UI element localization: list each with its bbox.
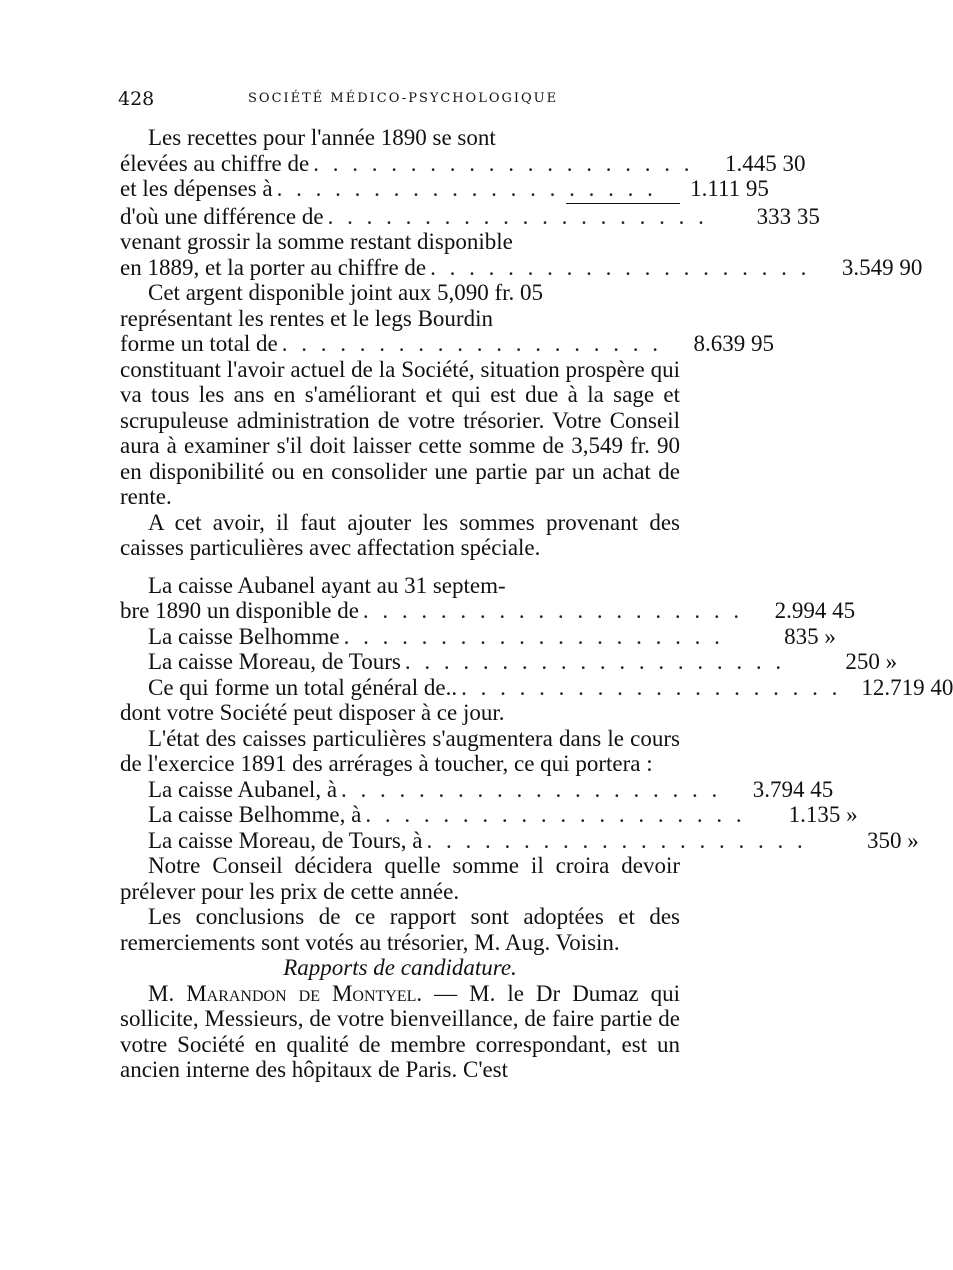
leader-dots: . . . . . . . . . . . . . . . . . . . . [343, 623, 724, 649]
page-body [120, 125, 953, 1083]
ledger-label: forme un total de [120, 331, 278, 356]
ledger-row [120, 674, 953, 701]
paragraph-gap [120, 561, 680, 573]
paragraph-line: La caisse Aubanel ayant au 31 septem- [148, 572, 506, 598]
paragraph-line: dont votre Société peut disposer à ce jour. [120, 700, 505, 725]
ledger-row [120, 150, 806, 177]
paragraph: constituant l'avoir actuel de la Société, situation prospère qui va tous les ans en s'améliorant et qui est due à la sage et scrupuleuse administration de votre trésorier. Votre Conseil aura à examiner s'il doit laisser cette somme de 3,549 fr. 90 en disponibilité ou en consolider une partie par un achat de rente. [120, 356, 680, 509]
ledger-row [120, 598, 856, 624]
ledger-label: La caisse Aubanel, à [148, 776, 338, 802]
leader-dots: . . . . . . . . . . . . . . . . . . . . [362, 598, 744, 623]
leader-dots: . . . . . . . . . . . . . . . . . . . . [461, 674, 842, 700]
leader-dots: . . . . . . . . . . . . . . . . . . . . [281, 331, 663, 356]
ledger-amount: 3.549 90 [841, 254, 923, 280]
ledger-amount: 333 35 [756, 203, 820, 229]
ledger-row [120, 649, 898, 675]
ledger-label: d'où une différence de [120, 203, 324, 229]
ledger-amount: 8.639 95 [693, 331, 775, 356]
ledger-row [120, 802, 858, 828]
paragraph: A cet avoir, il faut ajouter les sommes provenant des caisses particulières avec affectation spéciale. [120, 509, 680, 560]
ledger-amount: 1.111 95 [690, 176, 769, 201]
ledger-label: La caisse Belhomme [148, 623, 340, 649]
paragraph [120, 981, 680, 1083]
ledger-row [120, 776, 834, 803]
ledger-row [120, 176, 769, 202]
paragraph: Notre Conseil décidera quelle somme il croira devoir prélever pour les prix de cette année. [120, 853, 680, 904]
ledger-amount: 1.135 » [788, 802, 858, 827]
leader-dots: . . . . . . . . . . . . . . . . . . . . [327, 203, 708, 229]
ledger-amount: 250 » [845, 649, 898, 674]
leader-dots: . . . . . . . . . . . . . . . . . . . . [313, 150, 694, 176]
ledger-label: et les dépenses à [120, 176, 273, 201]
ledger-label: La caisse Moreau, de Tours [148, 649, 401, 674]
paragraph-line: Cet argent disponible joint aux 5,090 fr. 05 [148, 280, 543, 305]
section-title: Rapports de candidature. [283, 955, 517, 980]
ledger-amount: 3.794 45 [752, 776, 834, 802]
paragraph-text: — M. le Dr Dumaz qui sollicite, Messieurs, de votre bienveillance, de faire partie de votre Société en qualité de membre correspondant, est un ancien interne des hôpitaux de Paris. C'est [120, 980, 680, 1082]
ledger-label: élevées au chiffre de [120, 150, 310, 176]
ledger-row [120, 254, 923, 281]
ledger-amount: 12.719 40 [861, 674, 953, 700]
paragraph-line: représentant les rentes et le legs Bourdin [120, 305, 493, 331]
leader-dots: . . . . . . . . . . . . . . . . . . . . [426, 827, 807, 853]
ledger-row [120, 331, 775, 357]
ledger-label: en 1889, et la porter au chiffre de [120, 254, 427, 280]
ledger-label: La caisse Moreau, de Tours, à [148, 827, 423, 853]
leader-dots: . . . . . . . . . . . . . . . . . . . . [430, 254, 811, 280]
paragraph: L'état des caisses particulières s'augmentera dans le cours de l'exercice 1891 des arrérages à toucher, ce qui portera : [120, 725, 680, 776]
ledger-amount: 350 » [867, 827, 919, 853]
leader-dots: . . . . . . . . . . . . . . . . . . . . [365, 802, 746, 827]
ledger-amount: 835 » [784, 623, 836, 649]
paragraph: Les conclusions de ce rapport sont adoptées et des remerciements sont votés au trésorier, M. Aug. Voisin. [120, 904, 680, 955]
ledger-label: Ce qui forme un total général de.. [148, 674, 458, 700]
paragraph-line: venant grossir la somme restant disponible [120, 229, 513, 254]
page-header [118, 88, 678, 114]
ledger-amount: 1.445 30 [724, 150, 806, 176]
ledger-amount: 2.994 45 [774, 598, 856, 623]
ledger-label: bre 1890 un disponible de [120, 598, 359, 623]
ledger-row [120, 827, 919, 854]
leader-dots: . . . . . . . . . . . . . . . . . . . . [341, 776, 722, 802]
leader-dots: . . . . . . . . . . . . . . . . . . . . [404, 649, 786, 674]
ledger-label: La caisse Belhomme, à [148, 802, 362, 827]
speaker-name: M. Marandon de Montyel. [148, 980, 423, 1006]
ledger-row [120, 623, 836, 650]
page-number: 428 [118, 88, 155, 110]
ledger-row [120, 203, 820, 230]
paragraph-line: Les recettes pour l'année 1890 se sont [148, 125, 496, 150]
leader-dots: . . . . . . . . . . . . . . . . . . . . [276, 176, 657, 201]
running-title: SOCIÉTÉ MÉDICO-PSYCHOLOGIQUE [248, 91, 559, 106]
